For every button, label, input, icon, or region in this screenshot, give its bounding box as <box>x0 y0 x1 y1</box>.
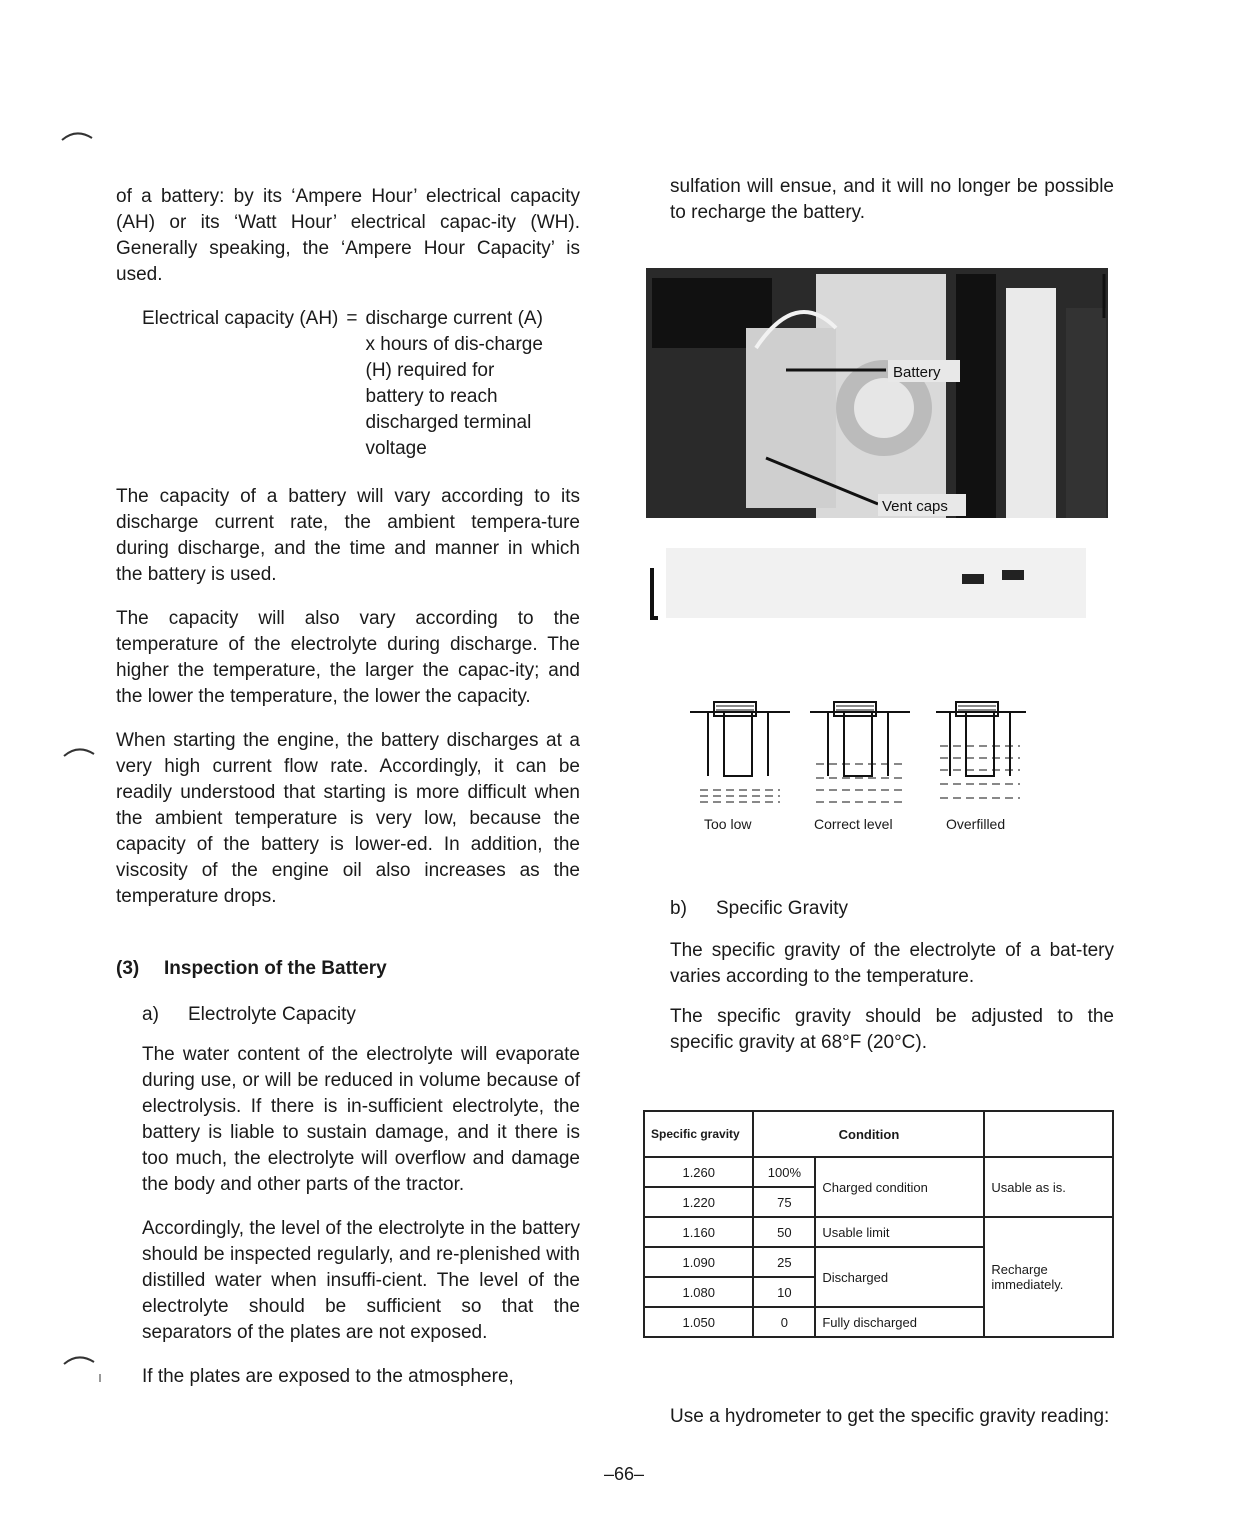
pct-cell: 50 <box>753 1217 815 1247</box>
paragraph: When starting the engine, the battery discharges at a very high current flow rate. Accordingly, it can be readily understood that starting is more difficult when the ambient temperature is very low, because the capacity of the battery is lower-ed. In addition, the viscosity of the engine oil also increases as the temperature drops. <box>116 730 580 907</box>
correct-level-diagram <box>810 702 910 802</box>
overfilled-diagram <box>936 702 1026 798</box>
section-title: Inspection of the Battery <box>164 958 387 979</box>
paragraph: The specific gravity should be adjusted to the specific gravity at 68°F (20°C). <box>670 1006 1114 1053</box>
sg-cell: 1.080 <box>644 1277 753 1307</box>
formula-rhs: discharge current (A) x hours of dis-charge (H) required for battery to reach discharged terminal voltage <box>365 308 543 459</box>
subsection-title: Electrolyte Capacity <box>188 1004 356 1025</box>
paragraph: The capacity of a battery will vary according to its discharge current rate, the ambient tempera-ture during discharge, and the time and manner in which the battery is used. <box>116 486 580 585</box>
subsection-heading <box>670 898 848 920</box>
formula-equals: = <box>346 308 358 329</box>
subsection-title: Specific Gravity <box>716 898 848 919</box>
pct-cell: 75 <box>753 1187 815 1217</box>
specific-gravity-table <box>643 1110 1114 1338</box>
capacity-formula <box>142 306 580 462</box>
paragraph: Use a hydrometer to get the specific gravity reading: <box>670 1406 1110 1427</box>
margin-arc-mark <box>62 1352 102 1386</box>
header-condition: Condition <box>753 1111 984 1157</box>
subsection-heading <box>142 1004 580 1026</box>
pct-cell: 25 <box>753 1247 815 1277</box>
paragraph: Accordingly, the level of the electrolyte in the battery should be inspected regularly, and re-plenished with distilled water when insuffi-cient. The level of the electrolyte should be sufficient so that the separators of the plates are not exposed. <box>142 1218 580 1343</box>
action-cell: Usable as is. <box>984 1157 1113 1217</box>
sg-cell: 1.050 <box>644 1307 753 1337</box>
sg-cell: 1.090 <box>644 1247 753 1277</box>
pct-cell: 100% <box>753 1157 815 1187</box>
condition-cell: Discharged <box>815 1247 984 1307</box>
pct-cell: 0 <box>753 1307 815 1337</box>
margin-arc-mark <box>62 744 98 760</box>
subsection-number: a) <box>142 1004 159 1025</box>
overfilled-label: Overfilled <box>946 816 1006 832</box>
formula-lhs: Electrical capacity (AH) <box>142 308 339 329</box>
sg-cell: 1.260 <box>644 1157 753 1187</box>
margin-arc-mark <box>60 128 96 144</box>
action-cell: Recharge immediately. <box>984 1217 1113 1337</box>
section-number: (3) <box>116 958 140 979</box>
sg-cell: 1.160 <box>644 1217 753 1247</box>
table-header-row <box>644 1111 1113 1157</box>
header-blank <box>984 1111 1113 1157</box>
condition-cell: Usable limit <box>815 1217 984 1247</box>
battery-photo <box>646 268 1108 628</box>
vent-caps-label: Vent caps <box>882 498 948 515</box>
sg-cell: 1.220 <box>644 1187 753 1217</box>
table-row <box>644 1157 1113 1187</box>
page-number: –66– <box>604 1464 645 1484</box>
table-row <box>644 1217 1113 1247</box>
paragraph: sulfation will ensue, and it will no longer be possible to recharge the battery. <box>670 176 1114 223</box>
section-heading <box>116 958 580 980</box>
paragraph: of a battery: by its ‘Ampere Hour’ electrical capacity (AH) or its ‘Watt Hour’ electrical capac-ity (WH). Generally speaking, the ‘Ampere Hour Capacity’ is used. <box>116 186 580 285</box>
paragraph: The capacity will also vary according to the temperature of the electrolyte during discharge. The higher the temperature, the larger the capac-ity; and the lower the temperature, the lower the capacity. <box>116 608 580 707</box>
subsection-number: b) <box>670 898 687 919</box>
paragraph: If the plates are exposed to the atmosphere, <box>142 1366 514 1387</box>
left-column <box>116 184 580 1390</box>
condition-cell: Fully discharged <box>815 1307 984 1337</box>
paragraph: The specific gravity of the electrolyte of a bat-tery varies according to the temperature. <box>670 940 1114 987</box>
pct-cell: 10 <box>753 1277 815 1307</box>
too-low-label: Too low <box>704 816 752 832</box>
too-low-diagram <box>690 702 790 802</box>
paragraph: The water content of the electrolyte will evaporate during use, or will be reduced in volume because of electrolysis. If there is in-sufficient electrolyte, the battery is liable to sustain damage, and it there is too much, the electrolyte will overflow and damage the body and other parts of the tractor. <box>142 1044 580 1195</box>
right-column <box>670 174 1114 226</box>
battery-label: Battery <box>893 364 941 381</box>
correct-level-label: Correct level <box>814 816 893 832</box>
header-specific-gravity: Specific gravity <box>644 1111 753 1157</box>
condition-cell: Charged condition <box>815 1157 984 1217</box>
